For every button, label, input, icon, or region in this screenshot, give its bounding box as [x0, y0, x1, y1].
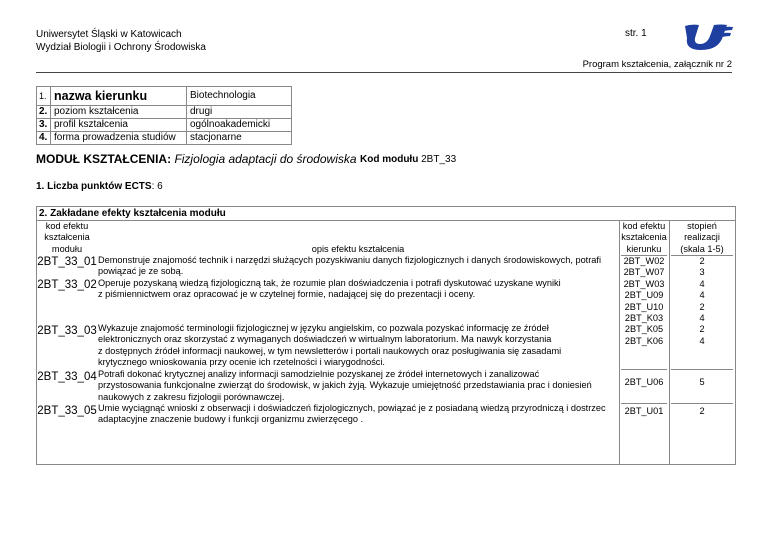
header-program-code: [621, 221, 667, 255]
info-value: drugi: [187, 106, 292, 119]
program-code: 2BT_K05: [624, 324, 664, 335]
realization-degree: 2: [699, 324, 705, 335]
program-info-table: [36, 86, 292, 145]
faculty-name: Wydział Biologii i Ochrony Środowiska: [36, 42, 206, 53]
realization-degree: 5: [699, 377, 705, 387]
description-line: powiązać je ze sobą.: [98, 266, 184, 277]
outcome-code: 2BT_33_03: [37, 325, 97, 337]
header-line: kod efektu: [45, 221, 89, 231]
outcome-code: 2BT_33_01: [37, 256, 97, 268]
outcome-description: [98, 278, 618, 301]
info-value: ogólnoakademicki: [187, 119, 292, 132]
description-line: elektronicznych oraz skorzystać z wymaganych doświadczeń w wirtualnym laboratorium. Ma nawyk korzystania: [98, 334, 552, 345]
outcome-code-column: [37, 221, 97, 417]
info-label: nazwa kierunku: [51, 87, 187, 106]
description-line: Potrafi dokonać krytycznej analizy informacji samodzielnie pozyskanej ze źródeł internetowych i zanalizować: [98, 369, 540, 379]
description-line: naukowych z zakresu fizjologii porównawczej.: [98, 391, 285, 402]
realization-degree: 2: [699, 256, 705, 266]
description-line: Demonstruje znajomość technik i narzędzi służących pozyskiwaniu danych fizjologicznych i danych środowiskowych, potrafi: [98, 255, 601, 265]
info-value: Biotechnologia: [187, 87, 292, 106]
outcome-code: 2BT_33_05: [37, 405, 97, 417]
info-label: profil kształcenia: [51, 119, 187, 132]
realization-degree: 2: [699, 406, 705, 416]
outcome-description: [98, 369, 618, 403]
realization-degree: 3: [699, 267, 705, 278]
info-num: 3.: [37, 119, 51, 132]
description-line: adaptacyjne znaczenie budowy i funkcji organizmu zwierzęcego .: [98, 414, 364, 425]
program-code: 2BT_W02: [623, 256, 665, 266]
university-logo: [683, 22, 735, 52]
program-code: 2BT_W03: [623, 278, 665, 289]
outcome-description: [98, 403, 618, 426]
header-outcome-code: [37, 221, 97, 255]
program-code-group: [621, 369, 667, 403]
info-row: [37, 119, 292, 132]
outcome-code: 2BT_33_02: [37, 279, 97, 291]
info-num: 1.: [37, 87, 51, 106]
program-code: 2BT_K06: [624, 335, 664, 346]
module-name: Fizjologia adaptacji do środowiska: [174, 152, 357, 166]
column-divider: [619, 221, 620, 464]
description-line: Operuje pozyskaną wiedzą fizjologiczną tak, że rozumie plan doświadczenia i potrafi dyskutować uzyskane wyniki: [98, 278, 561, 288]
realization-degree-group: [671, 255, 733, 369]
realization-degree: 4: [699, 313, 705, 324]
module-prefix: MODUŁ KSZTAŁCENIA:: [36, 152, 172, 166]
info-label: forma prowadzenia studiów: [51, 132, 187, 145]
outcome-code: 2BT_33_04: [37, 371, 97, 383]
ects-value: : 6: [151, 181, 163, 192]
realization-degree-column: [671, 221, 733, 416]
program-code: 2BT_U06: [624, 377, 664, 387]
program-code-column: [621, 221, 667, 416]
ects-label: 1. Liczba punktów ECTS: [36, 181, 152, 192]
outcome-description: [98, 323, 618, 369]
header-description: opis efektu kształcenia: [311, 244, 405, 254]
program-code: 2BT_K03: [624, 313, 664, 324]
module-code-value: 2BT_33: [421, 154, 457, 165]
realization-degree-group: [671, 403, 733, 429]
program-code: 2BT_U10: [624, 301, 664, 312]
ects-points: [36, 181, 163, 192]
module-title: [36, 152, 357, 166]
program-code: 2BT_W07: [623, 267, 665, 278]
learning-outcomes-title: 2. Zakładane efekty kształcenia modułu: [37, 207, 735, 221]
header-realization-degree: [671, 221, 733, 255]
description-line: Umie wyciągnąć wnioski z obserwacji i doświadczeń fizjologicznych, powiązać je z posiadaną wiedzą przyrodniczą i dostrzec: [98, 403, 606, 413]
realization-degree-group: [671, 369, 733, 403]
realization-degree: 2: [699, 301, 705, 312]
info-row: [37, 87, 292, 106]
description-line: Wykazuje znajomość terminologii fizjologicznej w języku angielskim, co pozwala pozyskać informację ze źródeł: [98, 323, 549, 333]
program-code: 2BT_U09: [624, 290, 664, 301]
column-divider: [669, 221, 670, 464]
program-code-group: [621, 403, 667, 429]
header-line: kształcenia: [621, 232, 667, 243]
header-line: (skala 1-5): [680, 243, 724, 254]
info-num: 2.: [37, 106, 51, 119]
description-line: z dostępnych źródeł informacji naukowej, w tym newsletterów i portali naukowych oraz posługiwania się zasadami: [98, 345, 562, 356]
header-line: modułu: [51, 243, 83, 254]
program-code-group: [621, 255, 667, 369]
header-divider: [36, 72, 732, 73]
outcome-description: [98, 255, 618, 278]
module-code: [360, 154, 456, 165]
learning-outcomes-table: [36, 206, 736, 465]
realization-degree: 4: [699, 278, 705, 289]
header-line: kształcenia: [44, 232, 90, 243]
university-name: Uniwersytet Śląski w Katowicach: [36, 29, 182, 40]
annex-label: Program kształcenia, załącznik nr 2: [582, 59, 732, 70]
module-code-label: Kod modułu: [360, 154, 419, 165]
description-line: krytycznego wnioskowania przy ocenie ich rzetelności i wiarygodności.: [98, 357, 385, 368]
realization-degree: 4: [699, 290, 705, 301]
realization-degree: 4: [699, 335, 705, 346]
institution-header: [36, 28, 206, 54]
description-line: z piśmiennictwem oraz opracować je w czytelnej formie, nadającej się do prezentacji i oceny.: [98, 289, 476, 300]
info-row: [37, 106, 292, 119]
info-label: poziom kształcenia: [51, 106, 187, 119]
header-line: realizacji: [684, 232, 720, 243]
description-line: przystosowania funkcjonalne zwierząt do środowisk, w jakich żyją. Wykazuje umiejętność przedstawiania prac i doniesień: [98, 380, 592, 391]
header-line: kierunku: [626, 243, 662, 254]
page-number: str. 1: [625, 28, 647, 39]
info-value: stacjonarne: [187, 132, 292, 145]
info-row: [37, 132, 292, 145]
header-line: stopień: [687, 221, 717, 231]
info-num: 4.: [37, 132, 51, 145]
program-code: 2BT_U01: [624, 406, 664, 416]
learning-outcomes-body: [37, 221, 735, 464]
header-line: kod efektu: [622, 221, 666, 231]
